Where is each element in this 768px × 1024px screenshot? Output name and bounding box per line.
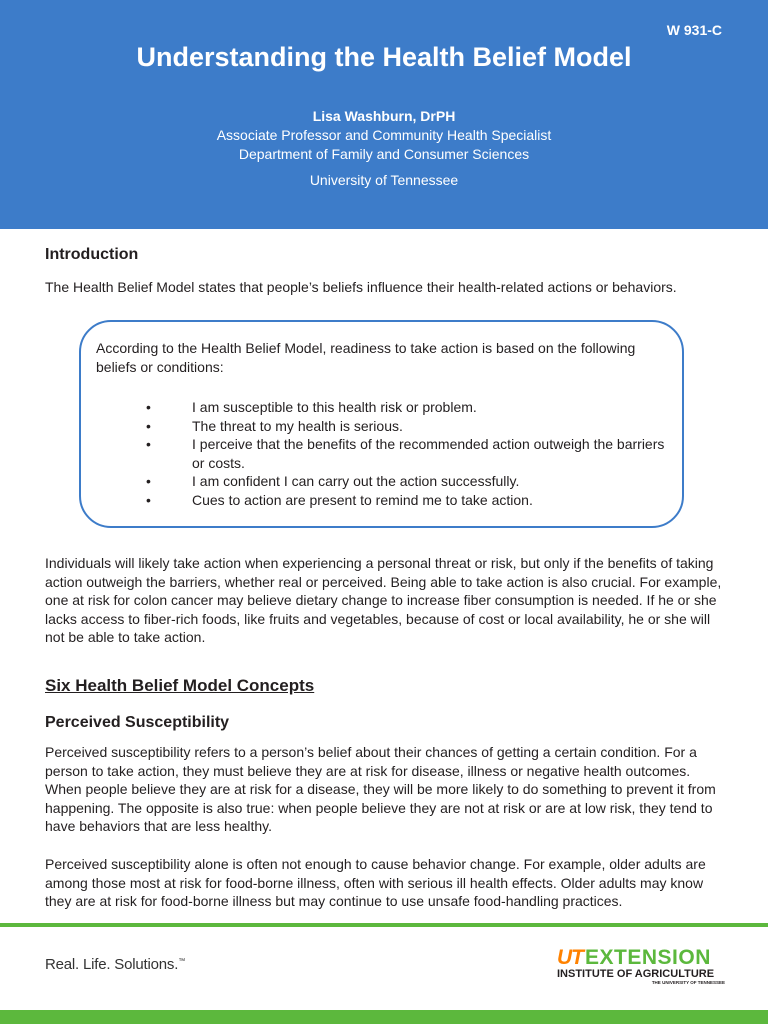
list-item: • I am susceptible to this health risk or problem. xyxy=(146,399,477,415)
document-code: W 931-C xyxy=(666,22,722,38)
list-item: • The threat to my health is serious. xyxy=(146,417,403,434)
university-wordmark: THE UNIVERSITY OF TENNESSEE xyxy=(651,980,725,985)
perceived-susceptibility-heading: Perceived Susceptibility xyxy=(45,714,230,731)
body-paragraph: Perceived susceptibility alone is often not enough to cause behavior change. For example, older adults are among those most at risk for food-borne illness, often with serious ill health effects. Older adults may know they are at risk for food-borne illness but may continue to use unsafe food-handling practices. xyxy=(45,856,706,910)
list-item: • I am confident I can carry out the action successfully. xyxy=(146,473,520,490)
page-title: Understanding the Health Belief Model xyxy=(136,42,632,72)
header-banner xyxy=(0,0,768,229)
bullet-icon: • xyxy=(146,436,151,453)
footer-bar xyxy=(0,1010,768,1024)
bullet-icon: • xyxy=(146,417,151,434)
beliefs-callout-box xyxy=(79,320,684,528)
beliefs-list xyxy=(96,398,676,510)
body-paragraph: Individuals will likely take action when experiencing a personal threat or risk, but only if the benefits of taking action outweigh the barriers, whether real or perceived. Being able to take action is also crucial. For example, one at risk for colon cancer may believe dietary change to increase fiber consumption is needed. If he or she lacks access to fiber-rich foods, like fruits and vegetables, because of cost or local availability, he or she will not be able to take action. xyxy=(45,555,722,646)
footer-divider xyxy=(0,923,768,927)
author-title: Associate Professor and Community Health Specialist xyxy=(216,127,552,143)
callout-intro: According to the Health Belief Model, readiness to take action is based on the following beliefs or conditions: xyxy=(96,340,636,375)
bullet-icon: • xyxy=(146,399,151,415)
list-item: • Cues to action are present to remind me to take action. xyxy=(146,491,533,508)
body-paragraph: Perceived susceptibility refers to a person’s belief about their chances of getting a certain condition. For a person to take action, they must believe they are at risk for disease, illness or negative health outcomes. When people believe they are at risk for a disease, they will be more likely to do something to prevent it from happening. The opposite is also true: when people believe they are not at risk or are at low risk, they tend to have behaviors that are less healthy. xyxy=(45,744,716,835)
bullet-icon: • xyxy=(146,473,151,490)
footer-tagline: Real. Life. Solutions.™ xyxy=(45,956,185,973)
list-item: • I perceive that the benefits of the recommended action outweigh the barriers or costs. xyxy=(146,436,665,471)
introduction-heading: Introduction xyxy=(45,246,139,263)
bullet-icon: • xyxy=(146,491,151,508)
ut-logo-mark: UT xyxy=(557,946,583,969)
author-department: Department of Family and Consumer Sciences xyxy=(238,146,530,162)
author-university: University of Tennessee xyxy=(309,172,459,188)
introduction-text: The Health Belief Model states that people’s beliefs influence their health-related actions or behaviors. xyxy=(45,279,677,295)
author-name: Lisa Washburn, DrPH xyxy=(312,108,456,124)
concepts-heading: Six Health Belief Model Concepts xyxy=(45,676,315,695)
ut-extension-logo xyxy=(557,946,727,986)
extension-wordmark: EXTENSION xyxy=(585,946,711,969)
institute-wordmark: INSTITUTE OF AGRICULTURE xyxy=(557,968,715,980)
